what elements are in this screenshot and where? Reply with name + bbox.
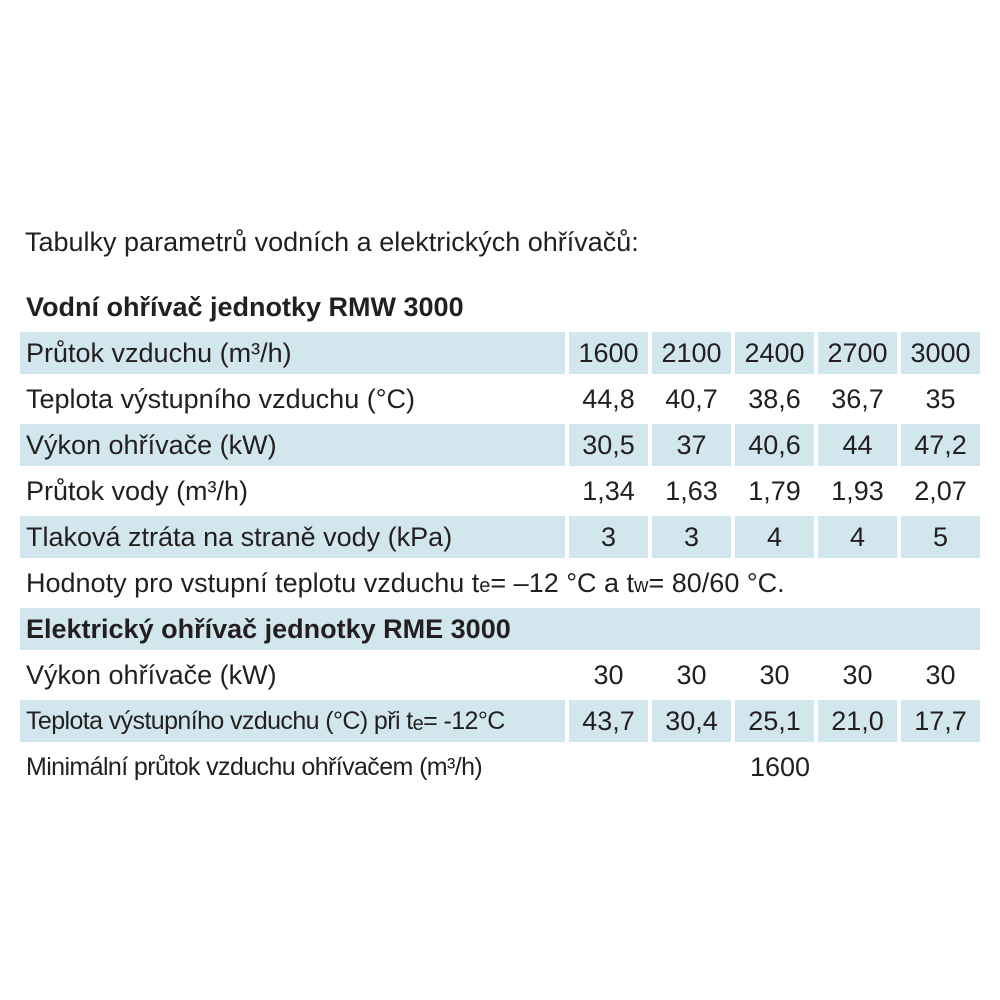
water-heater-heading xyxy=(20,286,980,328)
cell: 5 xyxy=(901,516,980,558)
cell: 30 xyxy=(842,659,873,690)
table-row xyxy=(20,746,980,788)
cell: 1,34 xyxy=(582,475,635,506)
table-row xyxy=(20,700,980,742)
cell: 4 xyxy=(818,516,897,558)
water-heater-title: Vodní ohřívač jednotky RMW 3000 xyxy=(26,291,464,322)
cell: 1,79 xyxy=(748,475,801,506)
row-label: Tlaková ztráta na straně vody (kPa) xyxy=(20,516,565,558)
cell: 38,6 xyxy=(748,383,801,414)
note-text xyxy=(20,562,980,604)
intro-text: Tabulky parametrů vodních a elektrických ohřívačů: xyxy=(25,227,639,257)
table-row xyxy=(20,332,980,374)
table-row xyxy=(20,424,980,466)
cell: 2,07 xyxy=(914,475,967,506)
row-label: Výkon ohřívače (kW) xyxy=(20,424,565,466)
cell: 37 xyxy=(652,424,731,466)
table-row xyxy=(20,470,980,512)
note-middle: = –12 °C a t xyxy=(490,567,635,598)
note-prefix: Hodnoty pro vstupní teplotu vzduchu t xyxy=(26,567,480,598)
min-flow-value: 1600 xyxy=(749,751,811,782)
cell: 36,7 xyxy=(831,383,884,414)
row-label: Teplota výstupního vzduchu (°C) xyxy=(26,383,415,414)
cell: 44 xyxy=(818,424,897,466)
cell: 30 xyxy=(593,659,624,690)
cell: 30,5 xyxy=(569,424,648,466)
row-label: Průtok vody (m³/h) xyxy=(26,475,249,506)
cell: 25,1 xyxy=(735,700,814,742)
table-row xyxy=(20,378,980,420)
cell: 44,8 xyxy=(582,383,635,414)
cell: 30 xyxy=(759,659,790,690)
cell: 30,4 xyxy=(652,700,731,742)
cell: 40,6 xyxy=(735,424,814,466)
cell: 1,93 xyxy=(831,475,884,506)
table-row xyxy=(20,654,980,696)
cell: 2700 xyxy=(818,332,897,374)
note-suffix: = 80/60 °C. xyxy=(648,567,785,598)
cell: 3 xyxy=(569,516,648,558)
conditions-note xyxy=(20,562,980,604)
electric-heater-title: Elektrický ohřívač jednotky RME 3000 xyxy=(26,613,511,644)
row-label: Výkon ohřívače (kW) xyxy=(26,659,277,690)
row-label: Průtok vzduchu (m³/h) xyxy=(20,332,565,374)
cell: 21,0 xyxy=(818,700,897,742)
cell: 1,63 xyxy=(665,475,718,506)
cell: 47,2 xyxy=(901,424,980,466)
row-label xyxy=(20,700,565,742)
cell: 3 xyxy=(652,516,731,558)
note-subscript-e: e xyxy=(479,574,491,597)
table-row xyxy=(20,516,980,558)
cell: 2100 xyxy=(652,332,731,374)
row-label: Minimální průtok vzduchu ohřívačem (m³/h) xyxy=(26,752,483,781)
cell: 40,7 xyxy=(665,383,718,414)
cell: 17,7 xyxy=(901,700,980,742)
cell: 2400 xyxy=(735,332,814,374)
cell: 3000 xyxy=(901,332,980,374)
cell: 4 xyxy=(735,516,814,558)
cell: 30 xyxy=(676,659,707,690)
parameter-table xyxy=(20,286,980,792)
cell: 1600 xyxy=(569,332,648,374)
cell: 30 xyxy=(925,659,956,690)
note-subscript-w: w xyxy=(634,574,649,597)
cell: 35 xyxy=(925,383,956,414)
cell: 43,7 xyxy=(569,700,648,742)
temp-label-subscript: e xyxy=(412,712,424,735)
electric-heater-heading xyxy=(20,608,980,650)
temp-label-suffix: = -12°C xyxy=(423,706,505,735)
temp-label-prefix: Teplota výstupního vzduchu (°C) při t xyxy=(26,706,413,735)
